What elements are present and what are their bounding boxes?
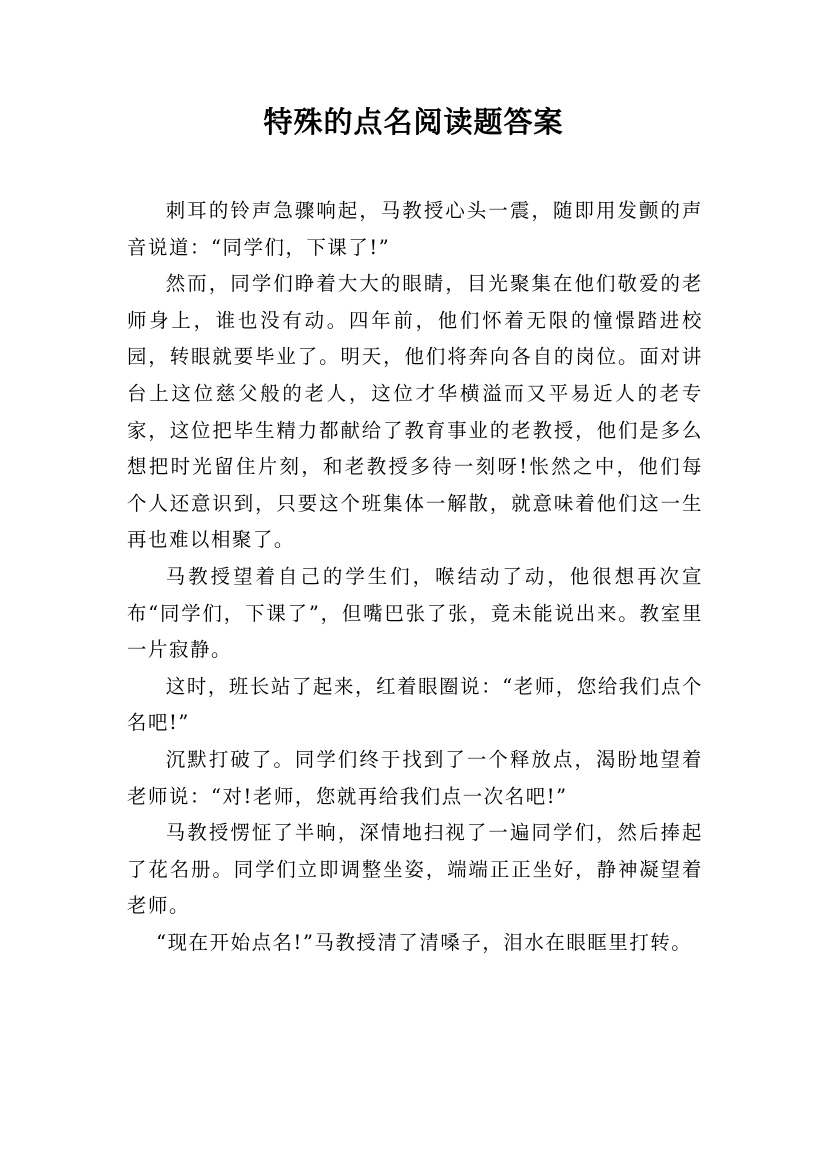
paragraph: 马教授望着自己的学生们，喉结动了动，他很想再次宣布“同学们，下课了”，但嘴巴张了张，竟未能说出来。教室里一片寂静。 — [127, 564, 703, 662]
paragraph: 这时，班长站了起来，红着眼圈说：“老师，您给我们点个名吧!” — [127, 674, 703, 735]
article-body — [127, 193, 703, 961]
page-title: 特殊的点名阅读题答案 — [263, 105, 564, 139]
paragraph: “现在开始点名!”马教授清了清嗓子，泪水在眼眶里打转。 — [156, 930, 693, 954]
paragraph: 马教授愣怔了半晌，深情地扫视了一遍同学们，然后捧起了花名册。同学们立即调整坐姿，端端正正坐好，静神凝望着老师。 — [127, 821, 703, 918]
paragraph: 刺耳的铃声急骤响起，马教授心头一震，随即用发颤的声音说道：“同学们，下课了!” — [127, 199, 703, 259]
paragraph: 沉默打破了。同学们终于找到了一个释放点，渴盼地望着老师说：“对!老师，您就再给我们点一次名吧!” — [127, 747, 703, 808]
paragraph: 然而，同学们睁着大大的眼睛，目光聚集在他们敬爱的老师身上，谁也没有动。四年前，他们怀着无限的憧憬踏进校园，转眼就要毕业了。明天，他们将奔向各自的岗位。面对讲台上这位慈父般的老人，这位才华横溢而又平易近人的老专家，这位把毕生精力都献给了教育事业的老教授，他们是多么想把时光留住片刻，和老教授多待一刻呀!怅然之中，他们每个人还意识到，只要这个班集体一解散，就意味着他们这一生再也难以相聚了。 — [127, 272, 703, 552]
